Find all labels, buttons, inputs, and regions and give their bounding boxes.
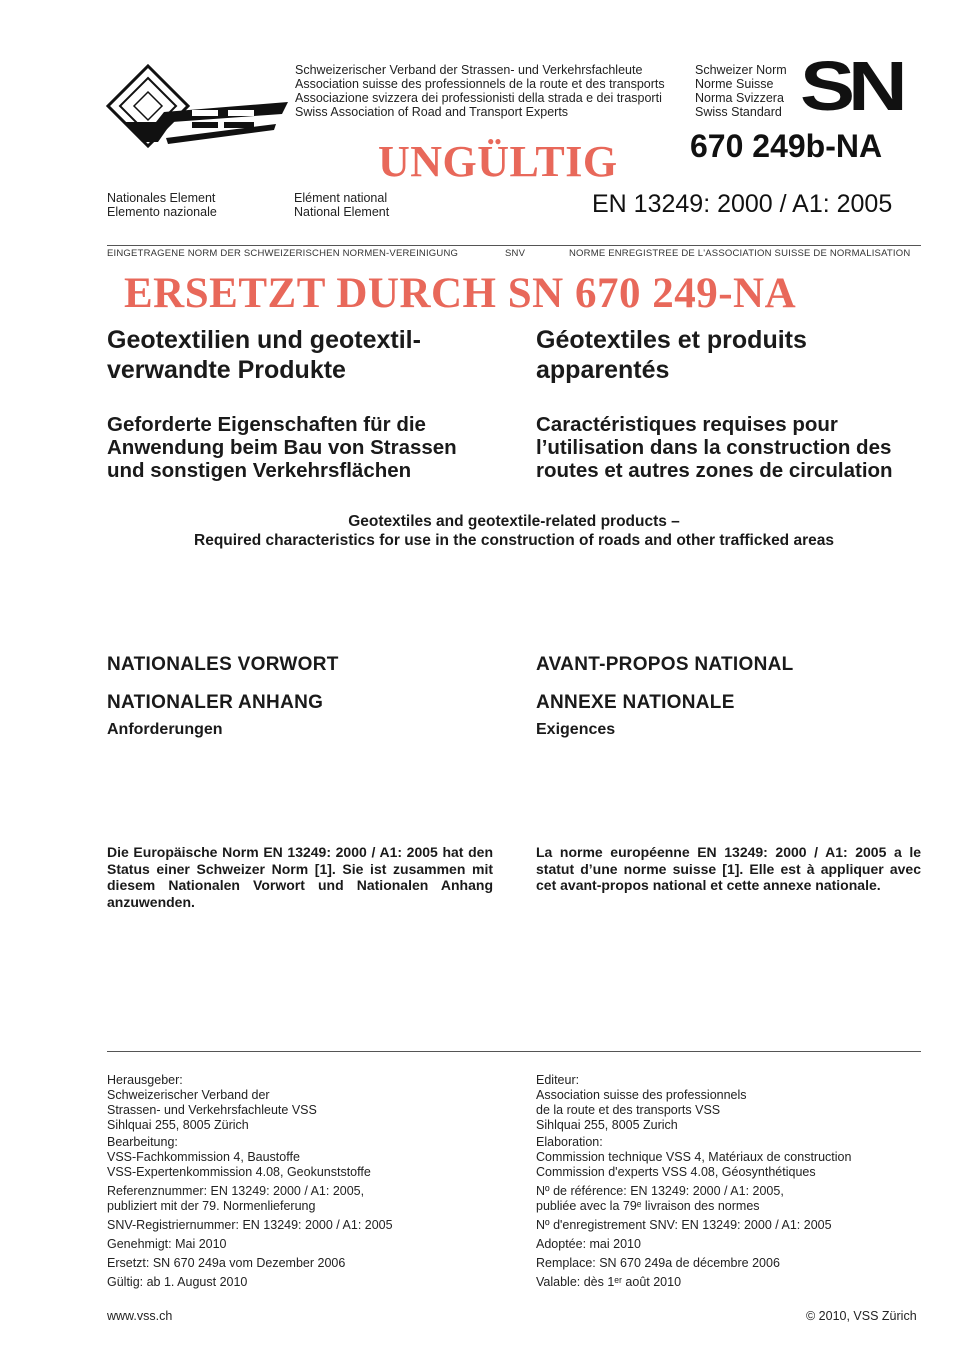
intro-paragraph-fr: La norme européenne EN 13249: 2000 / A1: 2005 a le statut d’une norme suisse [1]. Elle est à appliquer avec cet avant-propos national et cette annexe nationale.	[536, 844, 921, 893]
registration-mid: SNV	[505, 248, 526, 259]
title-fr-line2: apparentés	[536, 356, 670, 384]
reference-line1-de: Referenznummer: EN 13249: 2000 / A1: 2005,	[107, 1184, 365, 1198]
snv-number-fr: Nº d'enregistrement SNV: EN 13249: 2000 / A1: 2005	[536, 1218, 832, 1232]
subtitle-fr-line1: Caractéristiques requises pour	[536, 413, 838, 436]
editing-block-de	[107, 1135, 517, 1180]
subtitle-fr	[536, 413, 893, 482]
org-name-en: Swiss Association of Road and Transport Experts	[295, 105, 569, 119]
organisation-names	[295, 63, 665, 119]
foreword-heading-de: NATIONALES VORWORT	[107, 654, 339, 675]
replaces-fr: Remplace: SN 670 249a de décembre 2006	[536, 1256, 780, 1270]
subtitle-de-line2: Anwendung beim Bau von Strassen	[107, 436, 457, 459]
requirements-heading-fr: Exigences	[536, 721, 616, 738]
title-fr	[536, 325, 807, 385]
norm-number: 670 249b-NA	[690, 128, 883, 164]
editing-line2-fr: Commission d'experts VSS 4.08, Géosynthétiques	[536, 1165, 816, 1179]
editing-label-de: Bearbeitung:	[107, 1135, 178, 1149]
reference-block-fr	[536, 1184, 921, 1214]
title-en-line1: Geotextiles and geotextile-related products –	[348, 513, 680, 530]
vss-logo	[106, 64, 288, 148]
norm-type-it: Norma Svizzera	[695, 91, 784, 105]
requirements-heading-de: Anforderungen	[107, 721, 223, 738]
replaced-stamp: ERSETZT DURCH SN 670 249-NA	[124, 270, 797, 317]
element-en: National Element	[294, 205, 390, 219]
reference-line2-fr: publiée avec la 79ᵉ livraison des normes	[536, 1199, 760, 1213]
reference-line2-de: publiziert mit der 79. Normenlieferung	[107, 1199, 316, 1213]
footer-rule	[107, 1051, 921, 1052]
publisher-line1-fr: Association suisse des professionnels	[536, 1088, 747, 1102]
publisher-block-fr	[536, 1073, 921, 1133]
org-name-fr: Association suisse des professionnels de la route et des transports	[295, 77, 665, 91]
org-name-it: Associazione svizzera dei professionisti della strada e dei trasporti	[295, 91, 662, 105]
approved-fr: Adoptée: mai 2010	[536, 1237, 641, 1251]
publisher-line3-fr: Sihlquai 255, 8005 Zurich	[536, 1118, 678, 1132]
publisher-line2-de: Strassen- und Verkehrsfachleute VSS	[107, 1103, 317, 1117]
norm-type-fr: Norme Suisse	[695, 77, 774, 91]
editing-label-fr: Elaboration:	[536, 1135, 603, 1149]
publisher-line2-fr: de la route et des transports VSS	[536, 1103, 721, 1117]
subtitle-de-line1: Geforderte Eigenschaften für die	[107, 413, 426, 436]
editing-line2-de: VSS-Expertenkommission 4.08, Geokunststoffe	[107, 1165, 371, 1179]
element-fr: Elément national	[294, 191, 388, 205]
snv-number-de: SNV-Registriernummer: EN 13249: 2000 / A1: 2005	[107, 1218, 393, 1232]
norm-type-en: Swiss Standard	[695, 105, 782, 119]
title-de	[107, 325, 421, 385]
norm-type	[695, 63, 787, 119]
registration-left: EINGETRAGENE NORM DER SCHWEIZERISCHEN NORMEN-VEREINIGUNG	[107, 248, 459, 259]
org-name-de: Schweizerischer Verband der Strassen- und Verkehrsfachleute	[295, 63, 643, 77]
subtitle-de-line3: und sonstigen Verkehrsflächen	[107, 459, 412, 482]
foreword-heading-fr: AVANT-PROPOS NATIONAL	[536, 654, 794, 675]
editing-line1-de: VSS-Fachkommission 4, Baustoffe	[107, 1150, 300, 1164]
registration-right: NORME ENREGISTREE DE L'ASSOCIATION SUISSE DE NORMALISATION	[569, 248, 911, 259]
publisher-label-de: Herausgeber:	[107, 1073, 183, 1087]
title-de-line1: Geotextilien und geotextil-	[107, 326, 421, 354]
title-en-line2: Required characteristics for use in the construction of roads and other trafficked areas	[194, 532, 834, 549]
publisher-label-fr: Editeur:	[536, 1073, 580, 1087]
website-link[interactable]: www.vss.ch	[107, 1309, 173, 1323]
invalid-stamp: UNGÜLTIG	[378, 137, 618, 186]
editing-block-fr	[536, 1135, 921, 1180]
subtitle-de	[107, 413, 457, 482]
publisher-line3-de: Sihlquai 255, 8005 Zürich	[107, 1118, 249, 1132]
title-en	[107, 512, 921, 550]
valid-de: Gültig: ab 1. August 2010	[107, 1275, 248, 1289]
element-label-right	[294, 191, 389, 219]
footer-de	[107, 1073, 517, 1294]
annex-heading-fr: ANNEXE NATIONALE	[536, 692, 735, 713]
publisher-block-de	[107, 1073, 517, 1133]
valid-fr: Valable: dès 1ᵉʳ août 2010	[536, 1275, 682, 1289]
approved-de: Genehmigt: Mai 2010	[107, 1237, 227, 1251]
reference-block-de	[107, 1184, 517, 1214]
subtitle-fr-line2: l’utilisation dans la construction des	[536, 436, 892, 459]
en-reference: EN 13249: 2000 / A1: 2005	[592, 190, 893, 218]
reference-line1-fr: Nº de référence: EN 13249: 2000 / A1: 2005,	[536, 1184, 784, 1198]
editing-line1-fr: Commission technique VSS 4, Matériaux de construction	[536, 1150, 852, 1164]
element-it: Elemento nazionale	[107, 205, 217, 219]
intro-paragraph-de: Die Europäische Norm EN 13249: 2000 / A1: 2005 hat den Status einer Schweizer Norm [1]. Sie ist zusammen mit diesem Nationalen Vorwort und Nationalen Anhang anzuwenden.	[107, 844, 493, 910]
title-fr-line1: Géotextiles et produits	[536, 326, 807, 354]
norm-type-de: Schweizer Norm	[695, 63, 787, 77]
sn-logo: SN	[800, 47, 901, 125]
title-de-line2: verwandte Produkte	[107, 356, 346, 384]
replaces-de: Ersetzt: SN 670 249a vom Dezember 2006	[107, 1256, 346, 1270]
publisher-line1-de: Schweizerischer Verband der	[107, 1088, 270, 1102]
annex-heading-de: NATIONALER ANHANG	[107, 692, 324, 713]
subtitle-fr-line3: routes et autres zones de circulation	[536, 459, 893, 482]
element-de: Nationales Element	[107, 191, 216, 205]
copyright: © 2010, VSS Zürich	[806, 1309, 917, 1323]
registration-rule	[107, 245, 921, 246]
element-label-left	[107, 191, 217, 219]
footer-fr	[536, 1073, 921, 1294]
